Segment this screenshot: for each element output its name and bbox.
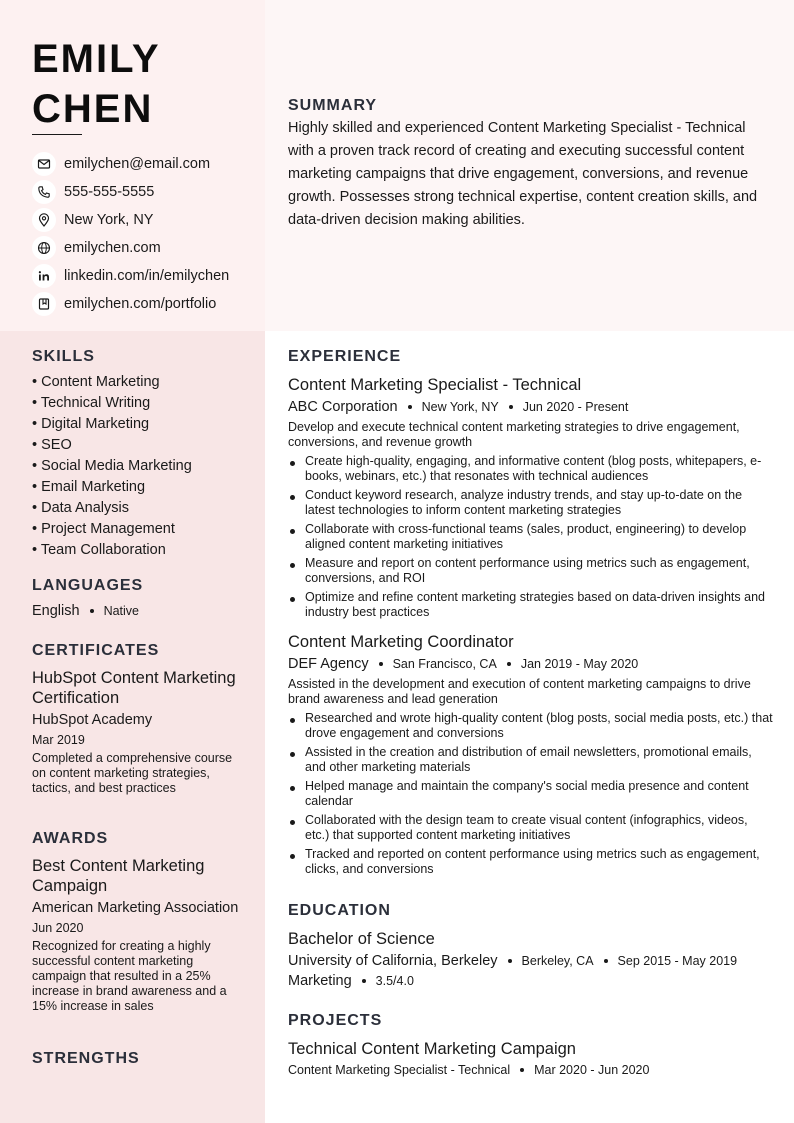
education-field: Marketing bbox=[288, 973, 352, 989]
mail-icon bbox=[32, 152, 56, 176]
job-location: New York, NY bbox=[421, 400, 499, 414]
contact-email[interactable] bbox=[32, 150, 229, 178]
awards-section bbox=[32, 830, 242, 1014]
skill-item: • Team Collaboration bbox=[32, 542, 166, 558]
candidate-name bbox=[32, 34, 161, 134]
education-school: University of California, Berkeley bbox=[288, 953, 498, 969]
job-bullet: Collaborated with the design team to create visual content (infographics, videos, etc.) that supported content marketing initiatives bbox=[288, 813, 774, 843]
job-bullet: Collaborate with cross-functional teams (sales, product, engineering) to develop aligned content marketing initiatives bbox=[288, 522, 774, 552]
education-section bbox=[288, 902, 774, 989]
job-title: Content Marketing Specialist - Technical bbox=[288, 376, 582, 394]
award-issuer: American Marketing Association bbox=[32, 900, 239, 916]
job-bullets bbox=[288, 454, 774, 620]
award-description: Recognized for creating a highly successful content marketing campaign that resulted in a 25% increase in brand awareness and a 15% increase in sales bbox=[32, 939, 227, 1013]
contact-phone-text: 555-555-5555 bbox=[64, 184, 155, 200]
contact-location-text: New York, NY bbox=[64, 212, 154, 228]
education-field-meta bbox=[288, 973, 774, 989]
education-title: EDUCATION bbox=[288, 902, 391, 919]
skill-item: • Technical Writing bbox=[32, 395, 151, 411]
projects-section bbox=[288, 1012, 774, 1077]
contact-portfolio[interactable] bbox=[32, 290, 229, 318]
skill-item: • Project Management bbox=[32, 521, 175, 537]
summary-text: Highly skilled and experienced Content Marketing Specialist - Technical with a proven track record of creating and executing successful content marketing campaigns that drive engagement, conversions, and revenue growth. Possesses strong technical expertise, content creation skills, and data-driven decision making abilities. bbox=[288, 120, 758, 228]
name-first: EMILY bbox=[32, 37, 161, 81]
certificate-issuer: HubSpot Academy bbox=[32, 712, 153, 728]
education-location: Berkeley, CA bbox=[521, 954, 594, 968]
experience-section bbox=[288, 348, 774, 881]
certificates-title: CERTIFICATES bbox=[32, 642, 160, 659]
portfolio-icon bbox=[32, 292, 56, 316]
contact-portfolio-text: emilychen.com/portfolio bbox=[64, 296, 217, 312]
award-date: Jun 2020 bbox=[32, 921, 84, 935]
skill-item: • SEO bbox=[32, 437, 72, 453]
job-bullet: Helped manage and maintain the company's social media presence and content calendar bbox=[288, 779, 774, 809]
contact-location bbox=[32, 206, 229, 234]
separator-dot bbox=[508, 959, 512, 963]
skill-item: • Content Marketing bbox=[32, 374, 160, 390]
strengths-section bbox=[32, 1050, 242, 1068]
job-bullet: Assisted in the creation and distribution of email newsletters, promotional emails, and other marketing materials bbox=[288, 745, 774, 775]
certificate-date: Mar 2019 bbox=[32, 733, 85, 747]
project-dates: Mar 2020 - Jun 2020 bbox=[534, 1063, 650, 1077]
summary-title: SUMMARY bbox=[288, 97, 378, 114]
skill-item: • Digital Marketing bbox=[32, 416, 150, 432]
job-description: Assisted in the development and execution of content marketing campaigns to drive brand awareness and lead generation bbox=[288, 677, 751, 706]
job-meta bbox=[288, 399, 774, 415]
languages-section bbox=[32, 577, 242, 619]
experience-title: EXPERIENCE bbox=[288, 348, 402, 365]
job-entry bbox=[288, 633, 774, 877]
linkedin-icon bbox=[32, 264, 56, 288]
education-dates: Sep 2015 - May 2019 bbox=[617, 954, 738, 968]
name-divider bbox=[32, 134, 82, 135]
job-bullet: Measure and report on content performance using metrics such as engagement, conversions, and ROI bbox=[288, 556, 774, 586]
certificate-name: HubSpot Content Marketing Certification bbox=[32, 669, 236, 707]
language-name: English bbox=[32, 603, 80, 619]
contact-linkedin[interactable] bbox=[32, 262, 229, 290]
job-dates: Jan 2019 - May 2020 bbox=[520, 657, 639, 671]
project-role: Content Marketing Specialist - Technical bbox=[288, 1063, 511, 1077]
certificate-description: Completed a comprehensive course on content marketing strategies, tactics, and best practices bbox=[32, 751, 233, 795]
separator-dot bbox=[507, 662, 511, 666]
contact-phone[interactable] bbox=[32, 178, 229, 206]
job-bullet: Optimize and refine content marketing strategies based on data-driven insights and industry best practices bbox=[288, 590, 774, 620]
job-location: San Francisco, CA bbox=[392, 657, 497, 671]
contact-website[interactable] bbox=[32, 234, 229, 262]
language-entry bbox=[32, 603, 242, 619]
education-degree: Bachelor of Science bbox=[288, 930, 435, 948]
education-gpa: 3.5/4.0 bbox=[375, 974, 414, 988]
project-meta bbox=[288, 1063, 774, 1077]
job-entry bbox=[288, 376, 774, 620]
award-name: Best Content Marketing Campaign bbox=[32, 857, 205, 895]
summary-section bbox=[288, 97, 774, 232]
separator-dot bbox=[379, 662, 383, 666]
strengths-title: STRENGTHS bbox=[32, 1050, 140, 1067]
separator-dot bbox=[362, 979, 366, 983]
language-level: Native bbox=[103, 604, 139, 618]
job-dates: Jun 2020 - Present bbox=[522, 400, 629, 414]
languages-title: LANGUAGES bbox=[32, 577, 144, 594]
skill-item: • Social Media Marketing bbox=[32, 458, 192, 474]
skill-item: • Email Marketing bbox=[32, 479, 146, 495]
separator-dot bbox=[509, 405, 513, 409]
job-meta bbox=[288, 656, 774, 672]
globe-icon bbox=[32, 236, 56, 260]
project-name: Technical Content Marketing Campaign bbox=[288, 1040, 576, 1058]
job-company: ABC Corporation bbox=[288, 399, 398, 415]
job-description: Develop and execute technical content marketing strategies to drive engagement, conversions, and revenue growth bbox=[288, 420, 740, 449]
projects-title: PROJECTS bbox=[288, 1012, 383, 1029]
certificates-section bbox=[32, 642, 242, 796]
location-pin-icon bbox=[32, 208, 56, 232]
job-company: DEF Agency bbox=[288, 656, 369, 672]
skills-section bbox=[32, 348, 242, 561]
job-bullets bbox=[288, 711, 774, 877]
separator-dot bbox=[520, 1068, 524, 1072]
skill-item: • Data Analysis bbox=[32, 500, 129, 516]
skills-title: SKILLS bbox=[32, 348, 95, 365]
job-bullet: Conduct keyword research, analyze industry trends, and stay up-to-date on the latest technologies to inform content marketing strategies bbox=[288, 488, 774, 518]
contact-list bbox=[32, 150, 229, 318]
name-last: CHEN bbox=[32, 87, 154, 131]
contact-website-text: emilychen.com bbox=[64, 240, 161, 256]
contact-email-text: emilychen@email.com bbox=[64, 156, 211, 172]
separator-dot bbox=[408, 405, 412, 409]
job-bullet: Tracked and reported on content performance using metrics such as engagement, clicks, and conversions bbox=[288, 847, 774, 877]
separator-dot bbox=[90, 609, 94, 613]
education-meta bbox=[288, 953, 774, 969]
skills-list bbox=[32, 372, 242, 561]
awards-title: AWARDS bbox=[32, 830, 109, 847]
job-bullet: Create high-quality, engaging, and informative content (blog posts, whitepapers, e-books, webinars, etc.) that resonates with technical audiences bbox=[288, 454, 774, 484]
separator-dot bbox=[604, 959, 608, 963]
contact-linkedin-text: linkedin.com/in/emilychen bbox=[64, 268, 230, 284]
phone-icon bbox=[32, 180, 56, 204]
job-title: Content Marketing Coordinator bbox=[288, 633, 514, 651]
job-bullet: Researched and wrote high-quality content (blog posts, social media posts, etc.) that drove engagement and conversions bbox=[288, 711, 774, 741]
